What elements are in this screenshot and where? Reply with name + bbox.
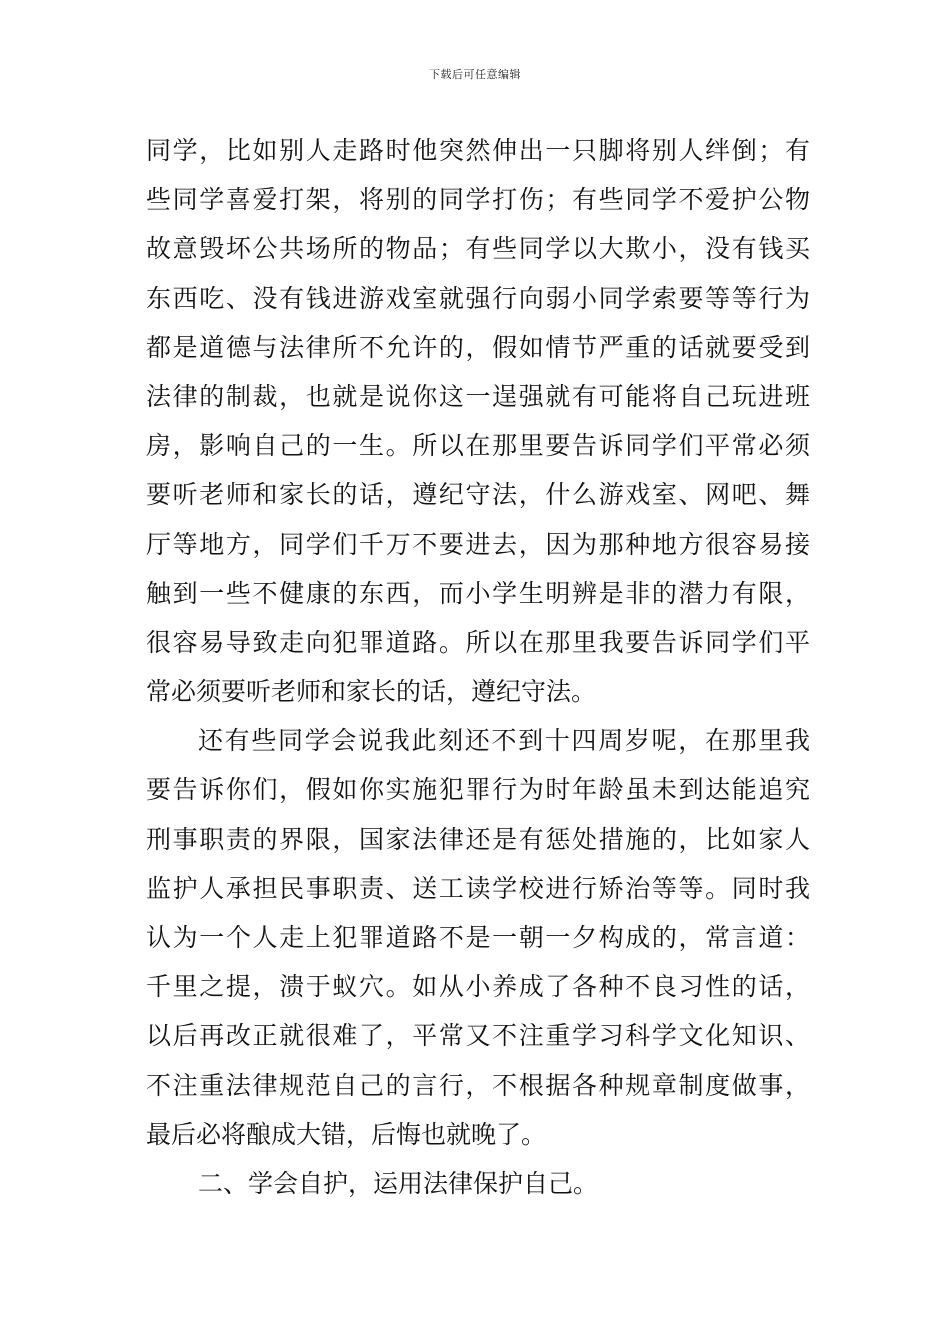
text-line: 些同学喜爱打架，将别的同学打伤；有些同学不爱护公物 [146, 185, 810, 215]
text-line: 以后再改正就很难了，平常又不注重学习科学文化知识、 [146, 1021, 810, 1051]
text-line: 不注重法律规范自己的言行，不根据各种规章制度做事， [146, 1070, 810, 1100]
text-line: 刑事职责的界限，国家法律还是有惩处措施的，比如家人 [146, 824, 810, 854]
text-line: 常必须要听老师和家长的话，遵纪守法。 [146, 677, 597, 707]
document-body [146, 126, 810, 1208]
text-line: 还有些同学会说我此刻还不到十四周岁呢，在那里我 [198, 726, 810, 756]
text-line: 法律的制裁，也就是说你这一逞强就有可能将自己玩进班 [146, 381, 810, 411]
text-line: 故意毁坏公共场所的物品；有些同学以大欺小，没有钱买 [146, 234, 810, 264]
section-heading [146, 1159, 810, 1208]
paragraph [146, 716, 810, 1159]
paragraph [146, 126, 810, 716]
text-line: 很容易导致走向犯罪道路。所以在那里我要告诉同学们平 [146, 627, 810, 657]
text-line: 厅等地方，同学们千万不要进去，因为那种地方很容易接 [146, 529, 810, 559]
page-header-note: 下载后可任意编辑 [429, 68, 521, 81]
text-line: 最后必将酿成大错，后悔也就晚了。 [146, 1119, 547, 1149]
text-line: 房，影响自己的一生。所以在那里要告诉同学们平常必须 [146, 431, 810, 461]
text-line: 要告诉你们，假如你实施犯罪行为时年龄虽未到达能追究 [146, 775, 810, 805]
text-line: 东西吃、没有钱进游戏室就强行向弱小同学索要等等行为 [146, 283, 810, 313]
text-line: 同学，比如别人走路时他突然伸出一只脚将别人绊倒；有 [146, 136, 810, 165]
text-line: 监护人承担民事职责、送工读学校进行矫治等等。同时我 [146, 873, 810, 903]
text-line: 要听老师和家长的话，遵纪守法，什么游戏室、网吧、舞 [146, 480, 810, 510]
text-line: 千里之提，溃于蚁穴。如从小养成了各种不良习性的话， [146, 972, 810, 1002]
text-line: 都是道德与法律所不允许的，假如情节严重的话就要受到 [146, 332, 810, 362]
text-line: 触到一些不健康的东西，而小学生明辨是非的潜力有限， [146, 578, 810, 608]
text-line: 二、学会自护，运用法律保护自己。 [198, 1168, 599, 1198]
text-line: 认为一个人走上犯罪道路不是一朝一夕构成的，常言道： [146, 923, 810, 952]
